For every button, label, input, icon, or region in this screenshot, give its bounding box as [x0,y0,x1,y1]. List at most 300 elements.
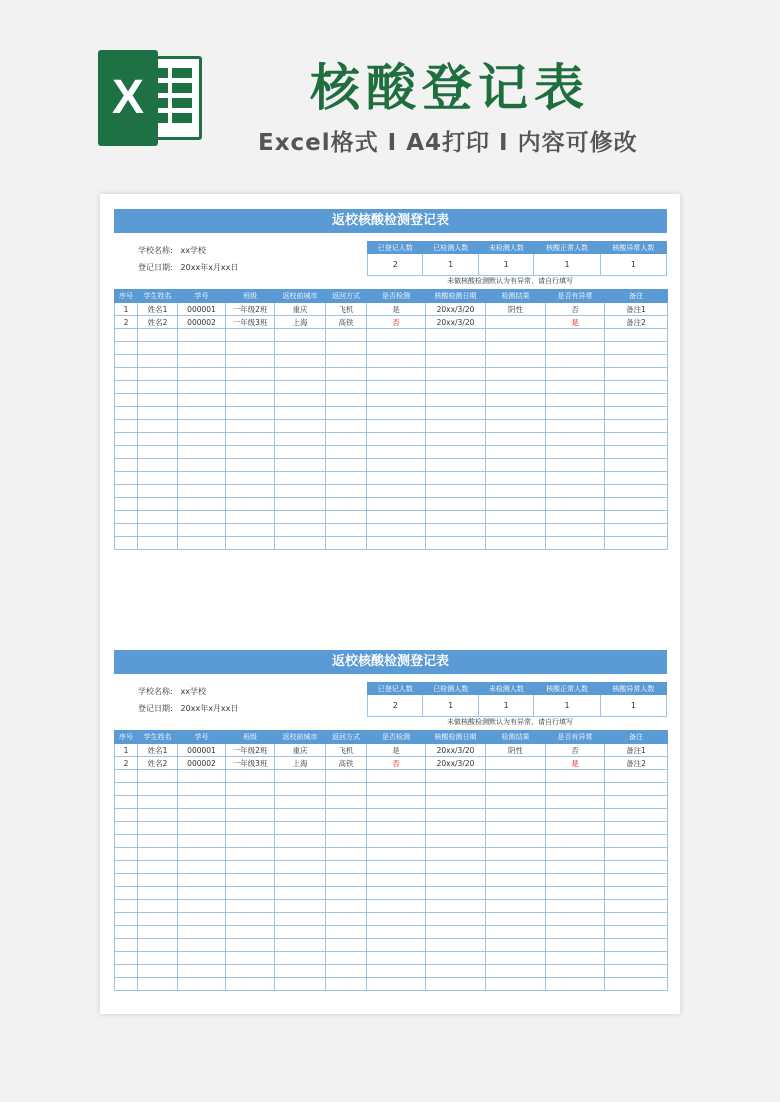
table-cell[interactable] [546,342,605,355]
table-cell[interactable] [138,861,178,874]
table-cell[interactable] [426,329,486,342]
table-cell[interactable]: 000002 [178,757,226,770]
table-cell[interactable] [486,965,546,978]
table-cell[interactable] [367,381,426,394]
table-cell[interactable] [605,926,668,939]
table-cell[interactable] [426,381,486,394]
table-cell[interactable] [367,342,426,355]
table-cell[interactable]: 上海 [275,757,326,770]
table-cell[interactable] [226,342,275,355]
table-cell[interactable] [226,822,275,835]
table-cell[interactable]: 一年级3班 [226,316,275,329]
table-cell[interactable] [486,874,546,887]
table-cell[interactable] [367,939,426,952]
table-cell[interactable] [275,770,326,783]
table-cell[interactable] [546,537,605,550]
table-cell[interactable] [326,835,367,848]
table-cell[interactable] [546,433,605,446]
table-cell[interactable] [138,394,178,407]
table-cell[interactable] [486,939,546,952]
table-cell[interactable] [367,537,426,550]
table-cell[interactable] [226,511,275,524]
table-cell[interactable] [138,498,178,511]
table-cell[interactable]: 是 [367,744,426,757]
table-cell[interactable] [426,939,486,952]
table-cell[interactable] [605,874,668,887]
table-cell[interactable] [426,965,486,978]
table-cell[interactable] [275,485,326,498]
table-cell[interactable] [605,796,668,809]
table-cell[interactable] [178,770,226,783]
table-cell[interactable] [226,472,275,485]
table-cell[interactable] [426,861,486,874]
table-cell[interactable] [546,446,605,459]
table-cell[interactable] [367,796,426,809]
table-cell[interactable] [115,952,138,965]
table-cell[interactable]: 姓名2 [138,757,178,770]
table-cell[interactable] [326,407,367,420]
table-cell[interactable] [326,783,367,796]
table-cell[interactable] [226,978,275,991]
table-cell[interactable] [367,835,426,848]
table-cell[interactable] [426,796,486,809]
table-cell[interactable] [178,381,226,394]
table-cell[interactable] [115,446,138,459]
table-cell[interactable] [426,368,486,381]
table-cell[interactable] [326,342,367,355]
stats-value[interactable]: 1 [423,695,478,717]
table-cell[interactable] [486,420,546,433]
table-cell[interactable] [226,524,275,537]
table-cell[interactable] [326,861,367,874]
table-cell[interactable] [546,978,605,991]
table-cell[interactable] [546,368,605,381]
table-cell[interactable] [426,783,486,796]
table-cell[interactable]: 否 [367,757,426,770]
table-cell[interactable] [115,485,138,498]
table-cell[interactable] [605,446,668,459]
table-cell[interactable] [367,874,426,887]
table-cell[interactable] [178,822,226,835]
table-cell[interactable] [326,809,367,822]
table-cell[interactable] [367,822,426,835]
table-cell[interactable] [138,822,178,835]
table-cell[interactable]: 是 [546,757,605,770]
table-cell[interactable] [486,355,546,368]
table-cell[interactable] [367,978,426,991]
table-cell[interactable]: 1 [115,744,138,757]
table-cell[interactable] [138,952,178,965]
table-cell[interactable] [115,355,138,368]
table-cell[interactable] [367,394,426,407]
table-cell[interactable] [138,420,178,433]
table-cell[interactable] [546,498,605,511]
table-cell[interactable] [486,537,546,550]
table-cell[interactable] [275,874,326,887]
table-cell[interactable] [367,511,426,524]
table-cell[interactable] [326,965,367,978]
table-cell[interactable] [275,446,326,459]
stats-value[interactable]: 1 [478,695,533,717]
table-cell[interactable] [326,355,367,368]
stats-value[interactable]: 1 [423,254,478,276]
table-cell[interactable]: 高铁 [326,757,367,770]
table-cell[interactable] [115,459,138,472]
table-cell[interactable] [605,913,668,926]
table-cell[interactable] [426,498,486,511]
table-cell[interactable] [138,381,178,394]
table-cell[interactable] [605,433,668,446]
table-cell[interactable] [115,524,138,537]
table-cell[interactable] [275,978,326,991]
table-cell[interactable] [138,770,178,783]
table-cell[interactable] [138,848,178,861]
table-cell[interactable] [486,809,546,822]
table-cell[interactable] [115,809,138,822]
table-cell[interactable] [486,757,546,770]
table-cell[interactable] [178,874,226,887]
table-cell[interactable] [178,355,226,368]
table-cell[interactable] [275,939,326,952]
table-cell[interactable] [546,796,605,809]
table-cell[interactable] [546,524,605,537]
table-cell[interactable] [138,783,178,796]
table-cell[interactable] [178,913,226,926]
table-cell[interactable] [115,498,138,511]
table-cell[interactable] [326,498,367,511]
table-cell[interactable] [178,407,226,420]
table-cell[interactable] [326,822,367,835]
table-cell[interactable] [486,848,546,861]
table-cell[interactable] [226,796,275,809]
table-cell[interactable] [486,783,546,796]
table-cell[interactable] [326,952,367,965]
table-cell[interactable] [426,472,486,485]
table-cell[interactable] [367,433,426,446]
table-cell[interactable] [138,809,178,822]
table-cell[interactable] [605,420,668,433]
table-cell[interactable] [486,524,546,537]
table-cell[interactable] [275,783,326,796]
table-cell[interactable] [546,420,605,433]
table-cell[interactable] [115,861,138,874]
table-cell[interactable] [115,822,138,835]
table-cell[interactable] [367,848,426,861]
table-cell[interactable] [486,861,546,874]
table-cell[interactable] [426,355,486,368]
table-cell[interactable] [367,472,426,485]
table-cell[interactable] [326,368,367,381]
table-cell[interactable] [367,420,426,433]
table-cell[interactable] [605,394,668,407]
table-cell[interactable]: 否 [546,744,605,757]
table-cell[interactable] [367,783,426,796]
table-cell[interactable] [178,965,226,978]
table-cell[interactable] [115,329,138,342]
table-cell[interactable] [605,809,668,822]
table-cell[interactable] [178,420,226,433]
table-cell[interactable] [546,900,605,913]
table-cell[interactable] [326,472,367,485]
table-cell[interactable] [546,459,605,472]
table-cell[interactable] [138,472,178,485]
table-cell[interactable] [546,770,605,783]
table-cell[interactable] [486,796,546,809]
table-cell[interactable] [367,329,426,342]
table-cell[interactable]: 20xx/3/20 [426,316,486,329]
table-cell[interactable] [486,407,546,420]
table-cell[interactable] [138,446,178,459]
table-cell[interactable] [178,446,226,459]
table-cell[interactable] [226,835,275,848]
table-cell[interactable] [275,887,326,900]
table-cell[interactable] [326,537,367,550]
table-cell[interactable] [138,407,178,420]
table-cell[interactable] [486,926,546,939]
table-cell[interactable] [275,472,326,485]
table-cell[interactable] [426,433,486,446]
table-cell[interactable] [367,770,426,783]
table-cell[interactable] [326,926,367,939]
table-cell[interactable] [226,537,275,550]
table-cell[interactable] [426,887,486,900]
table-cell[interactable] [178,939,226,952]
table-cell[interactable] [115,978,138,991]
table-cell[interactable] [138,913,178,926]
table-cell[interactable] [546,472,605,485]
table-cell[interactable] [546,381,605,394]
table-cell[interactable] [426,420,486,433]
table-cell[interactable] [546,809,605,822]
table-cell[interactable] [178,433,226,446]
table-cell[interactable] [426,822,486,835]
table-cell[interactable] [326,848,367,861]
table-cell[interactable] [275,913,326,926]
table-cell[interactable] [115,770,138,783]
table-cell[interactable] [367,498,426,511]
table-cell[interactable] [275,900,326,913]
table-cell[interactable] [178,848,226,861]
table-cell[interactable]: 是 [367,303,426,316]
table-cell[interactable] [426,511,486,524]
table-cell[interactable]: 一年级2班 [226,303,275,316]
table-cell[interactable] [546,783,605,796]
table-cell[interactable] [138,511,178,524]
table-cell[interactable] [486,459,546,472]
table-cell[interactable] [138,485,178,498]
table-cell[interactable] [605,485,668,498]
table-cell[interactable] [178,952,226,965]
table-cell[interactable] [178,783,226,796]
table-cell[interactable] [115,368,138,381]
table-cell[interactable]: 一年级3班 [226,757,275,770]
table-cell[interactable] [605,939,668,952]
table-cell[interactable] [367,887,426,900]
table-cell[interactable]: 是 [546,316,605,329]
table-cell[interactable] [486,342,546,355]
table-cell[interactable] [226,926,275,939]
table-cell[interactable]: 重庆 [275,303,326,316]
table-cell[interactable] [275,394,326,407]
table-cell[interactable] [115,926,138,939]
table-cell[interactable] [605,822,668,835]
table-cell[interactable] [178,368,226,381]
table-cell[interactable] [546,329,605,342]
table-cell[interactable] [138,355,178,368]
table-cell[interactable] [115,796,138,809]
table-cell[interactable] [138,368,178,381]
table-cell[interactable] [367,446,426,459]
table-cell[interactable] [275,537,326,550]
table-cell[interactable] [546,926,605,939]
table-cell[interactable] [275,861,326,874]
table-cell[interactable] [426,524,486,537]
table-cell[interactable] [226,809,275,822]
table-cell[interactable]: 高铁 [326,316,367,329]
table-cell[interactable] [486,822,546,835]
table-cell[interactable] [178,796,226,809]
table-cell[interactable]: 备注1 [605,303,668,316]
table-cell[interactable] [486,368,546,381]
table-cell[interactable] [546,887,605,900]
table-cell[interactable] [546,394,605,407]
table-cell[interactable] [546,952,605,965]
table-cell[interactable] [426,537,486,550]
table-cell[interactable] [226,459,275,472]
table-cell[interactable] [367,809,426,822]
table-cell[interactable] [605,407,668,420]
table-cell[interactable] [426,913,486,926]
table-cell[interactable] [226,848,275,861]
table-cell[interactable] [605,952,668,965]
table-cell[interactable] [605,459,668,472]
table-cell[interactable] [275,511,326,524]
table-cell[interactable] [326,913,367,926]
table-cell[interactable] [115,537,138,550]
table-cell[interactable] [326,524,367,537]
table-cell[interactable] [605,524,668,537]
table-cell[interactable] [115,913,138,926]
stats-value[interactable]: 1 [600,695,666,717]
table-cell[interactable] [138,459,178,472]
table-cell[interactable]: 000002 [178,316,226,329]
table-cell[interactable] [326,770,367,783]
table-cell[interactable] [178,537,226,550]
table-cell[interactable] [138,965,178,978]
school-name-value[interactable]: xx学校 [180,687,207,696]
table-cell[interactable] [115,511,138,524]
table-cell[interactable] [426,459,486,472]
table-cell[interactable] [546,848,605,861]
table-cell[interactable] [226,355,275,368]
table-cell[interactable] [275,433,326,446]
table-cell[interactable] [275,952,326,965]
table-cell[interactable] [546,965,605,978]
table-cell[interactable]: 重庆 [275,744,326,757]
table-cell[interactable] [605,329,668,342]
table-cell[interactable] [275,926,326,939]
table-cell[interactable] [367,459,426,472]
table-cell[interactable] [326,511,367,524]
table-cell[interactable] [605,770,668,783]
table-cell[interactable] [178,887,226,900]
table-cell[interactable] [226,887,275,900]
table-cell[interactable] [178,485,226,498]
table-cell[interactable] [275,848,326,861]
table-cell[interactable] [326,874,367,887]
table-cell[interactable] [275,835,326,848]
table-cell[interactable] [486,913,546,926]
table-cell[interactable]: 20xx/3/20 [426,744,486,757]
table-cell[interactable]: 20xx/3/20 [426,757,486,770]
table-cell[interactable] [115,433,138,446]
table-cell[interactable] [605,355,668,368]
table-cell[interactable] [275,809,326,822]
table-cell[interactable] [605,368,668,381]
table-cell[interactable]: 一年级2班 [226,744,275,757]
table-cell[interactable] [605,472,668,485]
table-cell[interactable] [275,498,326,511]
table-cell[interactable] [138,433,178,446]
table-cell[interactable] [275,796,326,809]
table-cell[interactable]: 姓名2 [138,316,178,329]
table-cell[interactable] [115,939,138,952]
table-cell[interactable] [367,485,426,498]
table-cell[interactable] [326,796,367,809]
table-cell[interactable] [367,407,426,420]
table-cell[interactable] [605,900,668,913]
table-cell[interactable] [115,900,138,913]
table-cell[interactable]: 否 [546,303,605,316]
table-cell[interactable] [367,355,426,368]
table-cell[interactable] [138,835,178,848]
table-cell[interactable] [426,342,486,355]
table-cell[interactable] [138,796,178,809]
table-cell[interactable] [426,874,486,887]
table-cell[interactable]: 备注2 [605,757,668,770]
table-cell[interactable] [605,498,668,511]
table-cell[interactable] [326,900,367,913]
table-cell[interactable] [115,848,138,861]
table-cell[interactable]: 2 [115,757,138,770]
table-cell[interactable] [178,809,226,822]
table-cell[interactable] [178,835,226,848]
table-cell[interactable] [226,446,275,459]
table-cell[interactable] [546,511,605,524]
table-cell[interactable] [426,446,486,459]
table-cell[interactable] [326,433,367,446]
table-cell[interactable] [326,446,367,459]
table-cell[interactable] [115,887,138,900]
table-cell[interactable] [226,394,275,407]
table-cell[interactable] [178,472,226,485]
table-cell[interactable] [115,874,138,887]
stats-value[interactable]: 1 [534,695,600,717]
table-cell[interactable] [486,770,546,783]
table-cell[interactable] [226,498,275,511]
table-cell[interactable] [138,939,178,952]
table-cell[interactable] [605,783,668,796]
table-cell[interactable] [275,965,326,978]
table-cell[interactable] [226,900,275,913]
table-cell[interactable] [426,978,486,991]
table-cell[interactable] [426,394,486,407]
table-cell[interactable]: 否 [367,316,426,329]
table-cell[interactable] [115,420,138,433]
table-cell[interactable] [486,900,546,913]
table-cell[interactable] [605,342,668,355]
table-cell[interactable]: 上海 [275,316,326,329]
